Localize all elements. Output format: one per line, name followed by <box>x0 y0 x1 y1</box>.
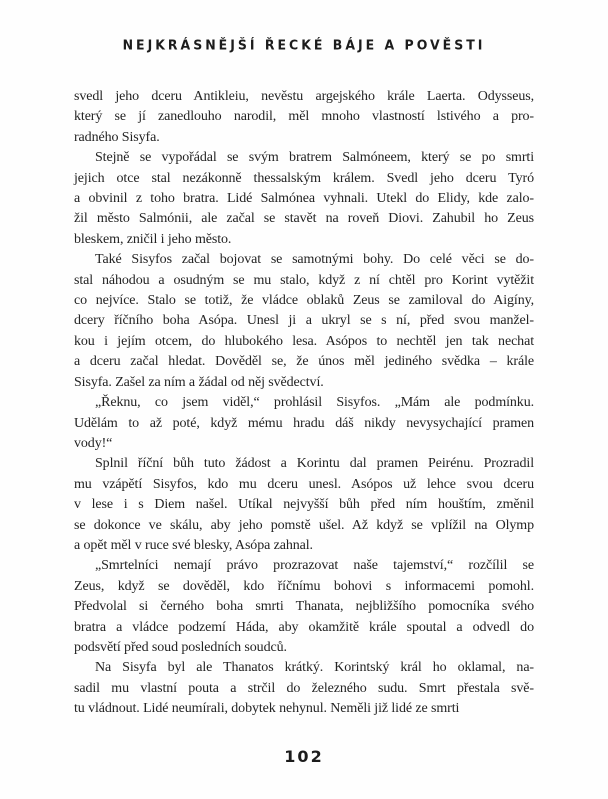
text-line: Stejně se vypořádal se svým bratrem Salmóneem, který se po smrti <box>95 150 534 166</box>
text-line: „Řeknu, co jsem viděl,“ prohlásil Sisyfos. „Mám ale podmínku. <box>95 395 534 411</box>
text-line: Udělám to až poté, když mému hradu dáš nikdy nevysychající pramen <box>74 415 534 431</box>
text-line: bleskem, zničil i jeho město. <box>74 231 232 247</box>
text-line: mu vzápětí Sisyfos, kdo mu dceru unesl. Asópos už lehce svou dceru <box>74 476 534 492</box>
text-line: sadil mu vlastní pouta a strčil do železného sudu. Smrt přestala svě- <box>74 680 534 696</box>
running-header: NEJKRÁSNĚJŠÍ ŘECKÉ BÁJE A POVĚSTI <box>122 36 486 53</box>
text-line: žil město Salmónii, ale začal se stavět na roveň Diovi. Zahubil ho Zeus <box>74 211 534 227</box>
text-line: Také Sisyfos začal bojovat se samotnými bohy. Do celé věci se do- <box>95 252 534 268</box>
text-line: co nejvíce. Stalo se totiž, že vládce oblaků Zeus se zamiloval do Aigíny, <box>74 293 534 309</box>
text-line: který se jí zanedlouho narodil, měl mnoho vlastností lstivého a pro- <box>74 109 534 125</box>
text-line: kou i jejím otcem, do hlubokého lesa. Asópos to nechtěl jen tak nechat <box>74 333 534 349</box>
text-line: Sisyfa. Zašel za ním a žádal od něj svědectví. <box>74 374 324 390</box>
text-line: a opět měl v ruce své blesky, Asópa zahnal. <box>74 537 313 553</box>
text-line: se dokonce ve skálu, aby jeho pomstě ušel. Až když se vplížil na Olymp <box>74 517 534 533</box>
text-line: jejich otce stal nezákonně thessalským králem. Svedl jeho dceru Tyró <box>74 170 534 186</box>
text-line: a dceru začal hledat. Dověděl se, že únos měl jediného svědka – krále <box>74 354 534 370</box>
text-body <box>74 87 534 720</box>
text-line: dcery říčního boha Asópa. Unesl ji a ukryl se s ní, před svou manžel- <box>74 313 534 329</box>
text-line: „Smrtelníci nemají právo prozrazovat naše tajemství,“ rozčílil se <box>95 558 534 574</box>
text-line: podsvětí před soud posledních soudců. <box>74 639 287 655</box>
text-line: a obvinil z toho bratra. Lidé Salmónea vyhnali. Utekl do Elidy, kde zalo- <box>74 191 534 207</box>
text-line: bratra a vládce podzemí Háda, aby okamžitě krále spoutal a odvedl do <box>74 619 534 635</box>
text-line: vody!“ <box>74 435 113 451</box>
text-line: v lese i s Diem našel. Utíkal nejvyšší bůh před ním houštím, změnil <box>74 497 534 513</box>
text-line: Na Sisyfa byl ale Thanatos krátký. Korintský král ho oklamal, na- <box>95 660 534 676</box>
page-number: 102 <box>284 747 324 766</box>
text-line: svedl jeho dceru Antikleiu, nevěstu argejského krále Laerta. Odysseus, <box>74 89 534 104</box>
text-line: radného Sisyfa. <box>74 129 160 145</box>
text-line: Zeus, když se dověděl, kdo říčnímu bohovi s informacemi pomohl. <box>74 578 534 594</box>
text-line: Splnil říční bůh tuto žádost a Korintu dal pramen Peirénu. Prozradil <box>95 456 534 472</box>
text-line: stal náhodou a osudným se mu stalo, když z ní chtěl pro Korint vytěžit <box>74 272 534 288</box>
text-line: Předvolal si černého boha smrti Thanata, nejbližšího pomocníka svého <box>74 599 534 615</box>
text-line: tu vládnout. Lidé neumírali, dobytek nehynul. Neměli již lidé ze smrti <box>74 701 460 717</box>
